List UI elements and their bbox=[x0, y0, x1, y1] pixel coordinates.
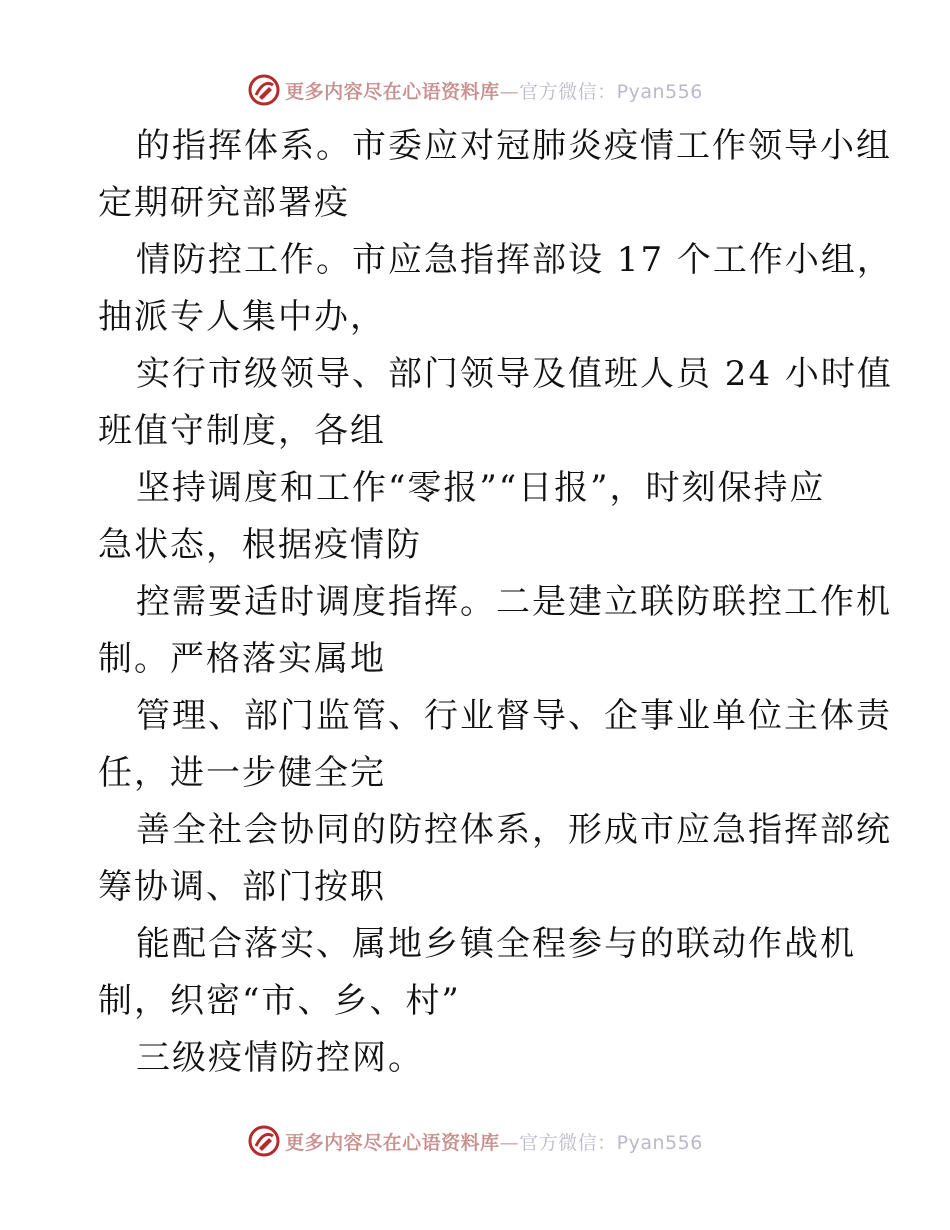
line-second: 班值守制度，各组 bbox=[98, 411, 386, 451]
paragraph bbox=[98, 802, 892, 916]
line-first: 实行市级领导、部门领导及值班人员 24 小时值 bbox=[136, 354, 893, 394]
document-body bbox=[98, 118, 893, 1087]
header-banner-text bbox=[285, 77, 703, 104]
logo-icon bbox=[247, 1124, 281, 1158]
line-second: 制，织密“市、乡、村” bbox=[98, 981, 461, 1021]
line-second: 定期研究部署疫 bbox=[98, 183, 350, 223]
line-second: 抽派专人集中办， bbox=[98, 297, 386, 337]
paragraph bbox=[98, 118, 892, 232]
line-first: 坚持调度和工作“零报”“日报”，时刻保持应 bbox=[136, 468, 826, 508]
paragraph bbox=[98, 460, 858, 574]
header-wechat-text: 官方微信：Pyan556 bbox=[519, 80, 703, 103]
header-dash: — bbox=[499, 80, 520, 103]
line-first: 能配合落实、属地乡镇全程参与的联动作战机 bbox=[136, 924, 856, 964]
line-second: 任，进一步健全完 bbox=[98, 753, 386, 793]
footer-dash: — bbox=[499, 1131, 520, 1154]
paragraph bbox=[98, 916, 858, 1030]
line-first: 情防控工作。市应急指挥部设 17 个工作小组， bbox=[136, 240, 893, 280]
line-first: 控需要适时调度指挥。二是建立联防联控工作机 bbox=[136, 582, 892, 622]
footer-wechat-text: 官方微信：Pyan556 bbox=[519, 1131, 703, 1154]
line-second: 制。严格落实属地 bbox=[98, 639, 386, 679]
line-first: 善全社会协同的防控体系，形成市应急指挥部统 bbox=[136, 810, 892, 850]
line-second: 急状态，根据疫情防 bbox=[98, 525, 422, 565]
header-banner bbox=[0, 70, 950, 110]
footer-site-text: 更多内容尽在心语资料库 bbox=[285, 1131, 500, 1154]
line-first: 三级疫情防控网。 bbox=[136, 1038, 424, 1078]
line-first: 的指挥体系。市委应对冠肺炎疫情工作领导小组 bbox=[136, 126, 892, 166]
footer-banner-text bbox=[285, 1128, 703, 1155]
line-first: 管理、部门监管、行业督导、企事业单位主体责 bbox=[136, 696, 892, 736]
paragraph bbox=[98, 1030, 858, 1087]
paragraph bbox=[98, 232, 893, 346]
line-second: 筹协调、部门按职 bbox=[98, 867, 386, 907]
paragraph bbox=[98, 688, 892, 802]
footer-banner bbox=[0, 1121, 950, 1161]
logo-icon bbox=[247, 73, 281, 107]
paragraph bbox=[98, 574, 892, 688]
paragraph bbox=[98, 346, 893, 460]
header-site-text: 更多内容尽在心语资料库 bbox=[285, 80, 500, 103]
